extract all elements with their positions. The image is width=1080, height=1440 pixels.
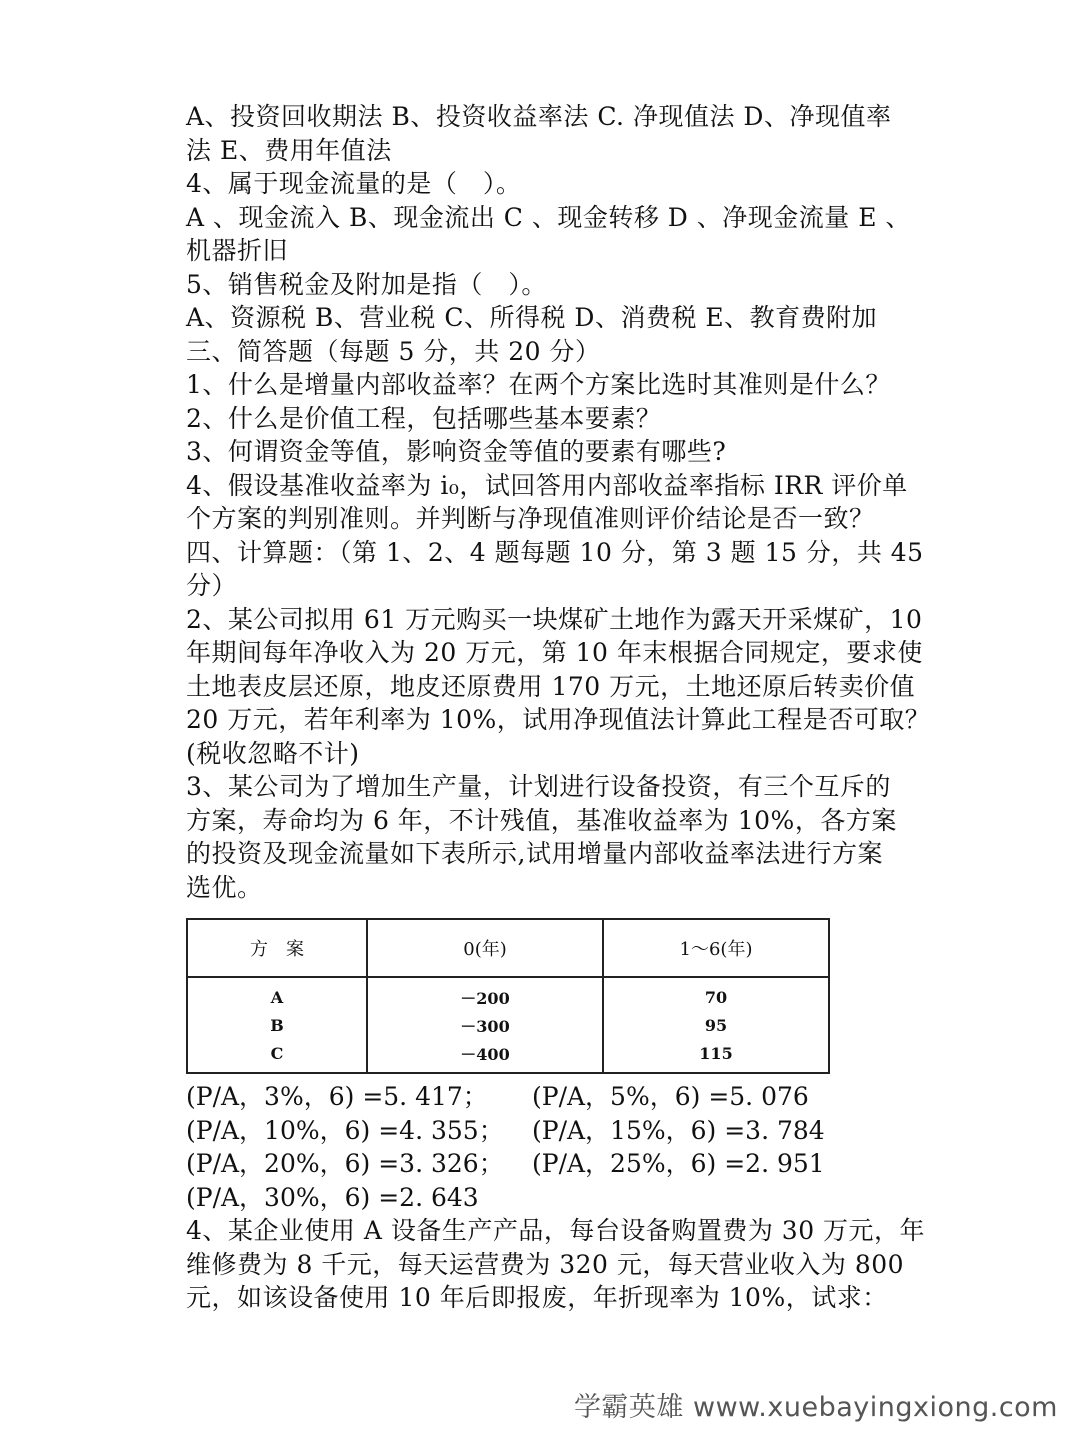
text-line: 2、什么是价值工程，包括哪些基本要素？	[186, 403, 662, 433]
header-scheme: 方 案	[187, 919, 367, 977]
text-line: 4、属于现金流量的是（ ）。	[186, 169, 522, 198]
factor-value: (P/A，15%，6) =3. 784	[532, 1115, 825, 1145]
header-year-1-6: 1～6(年)	[603, 919, 829, 977]
table-cell: C	[270, 1043, 284, 1063]
factor-row	[186, 1181, 898, 1215]
factor-value: (P/A，30%，6) =2. 643	[186, 1182, 479, 1212]
text-line: 的投资及现金流量如下表所示,试用增量内部收益率法进行方案	[186, 839, 883, 868]
factor-row	[186, 1147, 898, 1181]
section-heading: 三、简答题（每题 5 分，共 20 分）	[186, 336, 601, 366]
cash-flow-table	[186, 918, 830, 1074]
factor-list	[186, 1080, 898, 1214]
text-line: 个方案的判别准则。并判断与净现值准则评价结论是否一致？	[186, 504, 875, 533]
table-row	[187, 977, 829, 1011]
header-year-0: 0(年)	[367, 919, 603, 977]
text-line: 2、某公司拟用 61 万元购买一块煤矿土地作为露天开采煤矿，10	[186, 604, 923, 634]
table-header-row	[187, 919, 829, 977]
text-line: 土地表皮层还原，地皮还原费用 170 万元，土地还原后转卖价值	[186, 671, 916, 701]
section-heading: 四、计算题：（第 1、2、4 题每题 10 分，第 3 题 15 分，共 45	[186, 537, 924, 567]
text-line: (税收忽略不计)	[186, 738, 360, 768]
text-line: A、投资回收期法 B、投资收益率法 C. 净现值法 D、净现值率	[186, 102, 892, 131]
text-line: 分）	[186, 571, 238, 600]
factor-value	[532, 1181, 878, 1215]
text-line: 法 E、费用年值法	[186, 135, 392, 165]
text-line: 4、某企业使用 A 设备生产产品，每台设备购置费为 30 万元，年	[186, 1216, 926, 1245]
table-cell: －400	[367, 1039, 603, 1073]
table-cell: B	[270, 1015, 284, 1035]
table-row	[187, 1039, 829, 1073]
document-page	[186, 100, 931, 1315]
text-line: 1、什么是增量内部收益率？在两个方案比选时其准则是什么？	[186, 370, 891, 399]
site-watermark: 学霸英雄 www.xuebayingxiong.com	[573, 1392, 1058, 1423]
table-cell: －200	[367, 977, 603, 1011]
factor-value: (P/A，20%，6) =3. 326；	[186, 1149, 504, 1178]
text-line: 5、销售税金及附加是指（ ）。	[186, 269, 547, 299]
factor-row	[186, 1114, 898, 1148]
text-line: 3、某公司为了增加生产量，计划进行设备投资，有三个互斥的	[186, 772, 891, 801]
text-line: 选优。	[186, 872, 263, 902]
text-line: 20 万元，若年利率为 10%，试用净现值法计算此工程是否可取？	[186, 705, 931, 734]
text-line: 3、何谓资金等值，影响资金等值的要素有哪些?	[186, 437, 727, 466]
factor-value: (P/A，10%，6) =4. 355；	[186, 1115, 504, 1145]
text-line: 元，如该设备使用 10 年后即报废，年折现率为 10%，试求：	[186, 1283, 888, 1312]
text-block-bottom	[186, 1214, 926, 1315]
text-line: 方案，寿命均为 6 年，不计残值，基准收益率为 10%，各方案	[186, 805, 897, 835]
text-line: 4、假设基准收益率为 i₀，试回答用内部收益率指标 IRR 评价单	[186, 470, 908, 500]
factor-row	[186, 1080, 898, 1114]
text-line: 维修费为 8 千元，每天运营费为 320 元，每天营业收入为 800	[186, 1249, 905, 1279]
table-row	[187, 1011, 829, 1039]
table-cell: 95	[603, 1011, 829, 1039]
text-block-top	[186, 100, 931, 904]
text-line: 机器折旧	[186, 236, 289, 265]
factor-value: (P/A，5%，6) =5. 076	[532, 1082, 809, 1111]
text-line: 年期间每年净收入为 20 万元，第 10 年末根据合同规定，要求使	[186, 638, 923, 667]
factor-value: (P/A，25%，6) =2. 951	[532, 1149, 825, 1178]
table-cell: 70	[603, 977, 829, 1011]
table-cell: 115	[603, 1039, 829, 1073]
text-line: A 、现金流入 B、现金流出 C 、现金转移 D 、净现金流量 E 、	[186, 202, 911, 232]
table-cell: A	[270, 987, 284, 1007]
factor-value: (P/A，3%，6) =5. 417；	[186, 1082, 488, 1111]
text-line: A、资源税 B、营业税 C、所得税 D、消费税 E、教育费附加	[186, 303, 878, 332]
table-cell: －300	[367, 1011, 603, 1039]
